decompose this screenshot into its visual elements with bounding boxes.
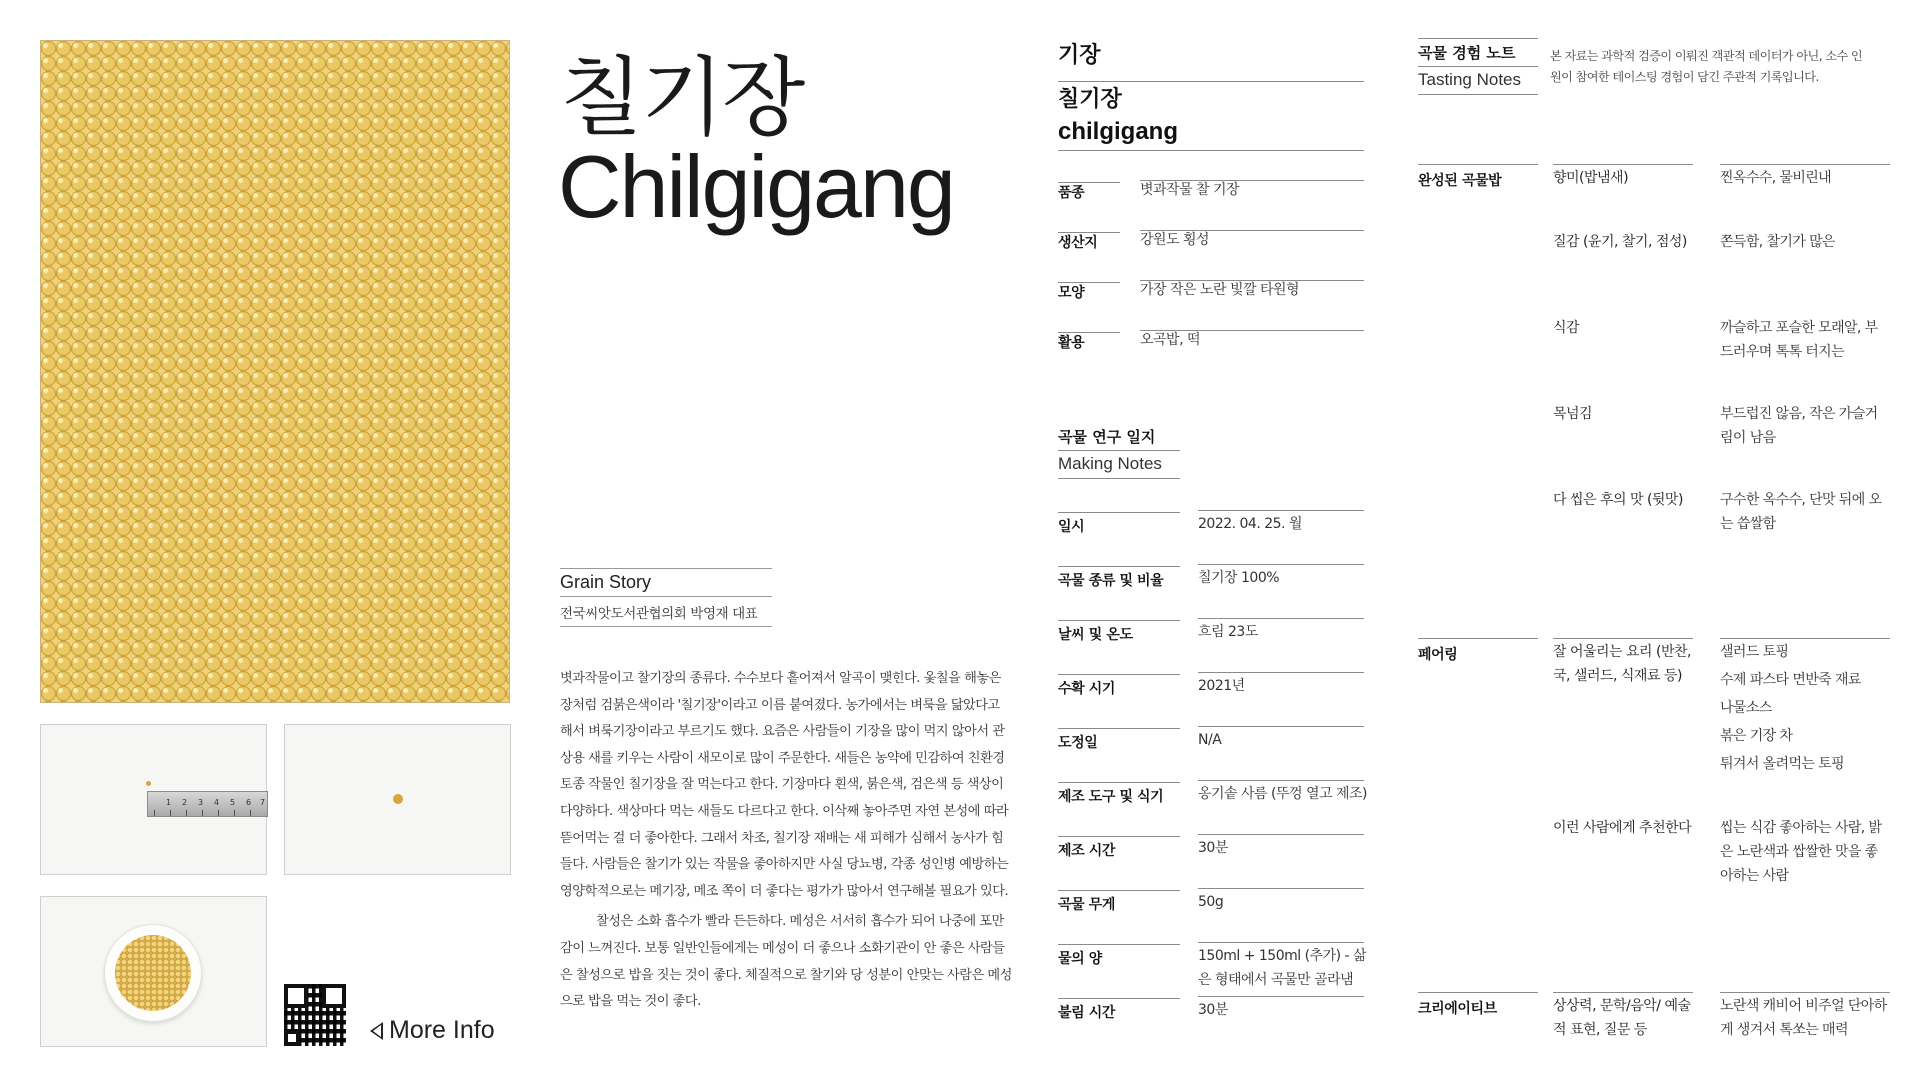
tasting-section-label: 페어링 — [1418, 647, 1458, 663]
divider — [1198, 618, 1364, 619]
making-notes-label: 곡물 종류 및 비율 — [1058, 573, 1164, 589]
making-notes-label: 불림 시간 — [1058, 1005, 1115, 1021]
divider — [1198, 942, 1364, 943]
divider — [1198, 672, 1364, 673]
making-notes-label: 수확 시기 — [1058, 681, 1115, 697]
tasting-item-values — [1720, 640, 1890, 780]
making-notes-value: N/A — [1198, 732, 1222, 748]
tasting-item-value: 씹는 식감 좋아하는 사람, 밝은 노란색과 쌉쌀한 맛을 좋아하는 사람 — [1720, 820, 1882, 884]
making-notes-label: 곡물 무게 — [1058, 897, 1115, 913]
divider — [1058, 512, 1180, 513]
making-notes-value: 30분 — [1198, 840, 1228, 856]
bowl — [104, 924, 202, 1022]
making-notes-label: 제조 도구 및 식기 — [1058, 789, 1164, 805]
ruler-number: 6 — [246, 798, 252, 807]
tasting-title-english: Tasting Notes — [1418, 70, 1521, 89]
ruler-number: 2 — [182, 798, 188, 807]
ruler-number: 5 — [230, 798, 236, 807]
divider — [1058, 620, 1180, 621]
more-info-label: More Info — [389, 1016, 495, 1044]
divider — [1418, 66, 1538, 67]
divider — [1058, 728, 1180, 729]
tasting-section-label: 완성된 곡물밥 — [1418, 173, 1502, 189]
spec-value: 오곡밥, 떡 — [1140, 332, 1200, 348]
tasting-item-label: 식감 — [1553, 320, 1580, 336]
divider — [1058, 450, 1180, 451]
tasting-item-label: 다 씹은 후의 맛 (뒷맛) — [1553, 492, 1683, 508]
tasting-item-value: 까슬하고 포슬한 모래알, 부드러우며 톡톡 터지는 — [1720, 320, 1878, 360]
ruler-number: 3 — [198, 798, 204, 807]
tasting-item-value: 쫀득함, 찰기가 많은 — [1720, 234, 1835, 250]
tasting-item-value: 볶은 기장 차 — [1720, 728, 1793, 744]
divider — [1058, 674, 1180, 675]
divider — [1418, 992, 1538, 993]
divider — [1058, 890, 1180, 891]
divider — [1418, 164, 1538, 165]
grain-bowl-photo — [40, 896, 267, 1047]
making-notes-label: 도정일 — [1058, 735, 1098, 751]
divider — [560, 626, 772, 627]
making-notes-value: 50g — [1198, 894, 1224, 910]
tasting-item-value: 부드럽진 않음, 작은 가슬거림이 남음 — [1720, 406, 1878, 446]
story-paragraph: 볏과작물이고 찰기장의 종류다. 수수보다 흩어져서 알곡이 맺힌다. 옻칠을 해놓은 장처럼 검붉은색이라 '칠기장'이라고 이름 붙여졌다. 농가에서는 벼룩을 닮았다고 해서 벼룩기장이라고 부르기도 했다. 요즘은 사람들이 기장을 많이 먹지 않아서 관상용 새를 키우는 사람이 새모이로 많이 주문한다. 새들은 농약에 민감하여 친환경 토종 작물인 칠기장을 잘 먹는다고 한다. 기장마다 흰색, 붉은색, 검은색 등 색상이 다양하다. 색상마다 먹는 새들도 다르다고 한다. 이삭째 놓아주면 자연 본성에 따라 뜯어먹는 걸 더 좋아한다. 그래서 차조, 칠기장 재배는 새 피해가 심해서 농사가 힘들다. 사람들은 찰기가 있는 작물을 좋아하지만 사실 당뇨병, 각종 성인병 예방하는 영양학적으로는 메기장, 메조 쪽이 더 좋다는 평가가 많아서 연구해볼 필요가 있다. — [560, 671, 1009, 899]
triangle-left-icon — [370, 1022, 383, 1040]
making-notes-value: 옹기솥 사름 (뚜껑 열고 제조) — [1198, 786, 1367, 802]
divider — [1058, 944, 1180, 945]
grain-name-korean: 칠기장 — [1058, 87, 1122, 112]
making-notes-label: 제조 시간 — [1058, 843, 1115, 859]
ruler-number: 4 — [214, 798, 220, 807]
story-title: Grain Story — [560, 572, 652, 592]
tasting-title-korean: 곡물 경험 노트 — [1418, 44, 1516, 62]
tasting-item-value: 노란색 캐비어 비주얼 단아하게 생겨서 톡쏘는 매력 — [1720, 998, 1887, 1038]
divider — [1198, 888, 1364, 889]
grain-closeup-photo — [40, 40, 510, 703]
divider — [1418, 38, 1538, 39]
divider — [1198, 564, 1364, 565]
making-notes-value: 흐림 23도 — [1198, 624, 1258, 640]
tasting-disclaimer: 본 자료는 과학적 검증이 이뤄진 객관적 데이터가 아닌, 소수 인원이 참여한 테이스팅 경험이 담긴 주관적 기록입니다. — [1550, 49, 1863, 84]
spec-value: 볏과작물 찰 기장 — [1140, 182, 1240, 198]
making-notes-value: 2022. 04. 25. 월 — [1198, 516, 1302, 532]
ruler-number: 1 — [166, 798, 172, 807]
divider — [1058, 566, 1180, 567]
divider — [560, 596, 772, 597]
ruler-number: 7 — [260, 798, 266, 807]
single-grain-photo — [284, 724, 511, 875]
divider — [1720, 164, 1890, 165]
divider — [1553, 164, 1693, 165]
single-grain — [393, 794, 403, 804]
making-notes-label: 일시 — [1058, 519, 1085, 535]
divider — [1198, 996, 1364, 997]
more-info-link[interactable] — [370, 1016, 495, 1045]
divider — [1058, 150, 1364, 151]
making-notes-value: 칠기장 100% — [1198, 570, 1280, 586]
tasting-item-value: 나물소스 — [1720, 700, 1772, 716]
grain-size-ruler-photo — [40, 724, 267, 875]
tasting-item-value: 튀겨서 올려먹는 토핑 — [1720, 756, 1845, 772]
making-notes-title-english: Making Notes — [1058, 454, 1162, 473]
tasting-item-label: 향미(밥냄새) — [1553, 170, 1629, 186]
making-notes-value: 2021년 — [1198, 678, 1245, 694]
divider — [1058, 836, 1180, 837]
divider — [1720, 992, 1890, 993]
making-notes-label: 날씨 및 온도 — [1058, 627, 1133, 643]
story-author: 전국씨앗도서관협의회 박영재 대표 — [560, 606, 758, 622]
qr-code[interactable] — [284, 984, 346, 1046]
spec-label: 생산지 — [1058, 235, 1098, 251]
making-notes-value: 150ml + 150ml (추가) - 삶은 형태에서 곡물만 골라냄 — [1198, 948, 1367, 988]
divider — [1198, 510, 1364, 511]
tasting-section-label: 크리에이티브 — [1418, 1001, 1497, 1017]
making-notes-value: 30분 — [1198, 1002, 1228, 1018]
divider — [1198, 726, 1364, 727]
divider — [1058, 998, 1180, 999]
tasting-item-value: 찐옥수수, 물비린내 — [1720, 170, 1832, 186]
divider — [1553, 638, 1693, 639]
divider — [1058, 478, 1180, 479]
tasting-item-label: 이런 사람에게 추천한다 — [1553, 820, 1692, 836]
grain-category: 기장 — [1058, 43, 1101, 68]
tasting-item-label: 질감 (윤기, 찰기, 점성) — [1553, 234, 1687, 250]
grain-name-english: chilgigang — [1058, 118, 1178, 145]
tasting-item-value: 구수한 옥수수, 단맛 뒤에 오는 씁쌀함 — [1720, 492, 1882, 532]
story-body — [560, 666, 1015, 1016]
tasting-item-value: 샐러드 토핑 — [1720, 644, 1789, 660]
spec-label: 모양 — [1058, 285, 1085, 301]
divider — [560, 568, 772, 569]
single-grain — [146, 781, 151, 786]
divider — [1058, 782, 1180, 783]
title-english: Chilgigang — [558, 137, 954, 236]
tasting-item-label: 잘 어울리는 요리 (반찬, 국, 샐러드, 식재료 등) — [1553, 644, 1691, 684]
story-paragraph: 찰성은 소화 흡수가 빨라 든든하다. 메성은 서서히 흡수가 되어 나중에 포만감이 느껴진다. 보통 일반인들에게는 메성이 더 좋으나 소화기관이 안 좋은 사람들은 찰성으로 밥을 짓는 것이 좋다. 체질적으로 찰기와 당 성분이 안맞는 사람은 메성으로 밥을 먹는 것이 좋다. — [560, 914, 1012, 1010]
divider — [1553, 992, 1693, 993]
making-notes-title-korean: 곡물 연구 일지 — [1058, 428, 1156, 446]
title-korean: 칠기장 — [560, 48, 804, 148]
divider — [1418, 638, 1538, 639]
tasting-item-label: 목넘김 — [1553, 406, 1593, 422]
spec-value: 가장 작은 노란 빛깔 타원형 — [1140, 282, 1300, 298]
spec-label: 품종 — [1058, 185, 1085, 201]
divider — [1198, 780, 1364, 781]
tasting-item-value: 수제 파스타 면반죽 재료 — [1720, 672, 1861, 688]
making-notes-label: 물의 양 — [1058, 951, 1102, 967]
spec-label: 활용 — [1058, 335, 1085, 351]
divider — [1720, 638, 1890, 639]
divider — [1198, 834, 1364, 835]
tasting-item-label: 상상력, 문학/음악/ 예술적 표현, 질문 등 — [1553, 998, 1691, 1038]
divider — [1418, 94, 1538, 95]
ruler — [147, 791, 268, 817]
spec-value: 강원도 횡성 — [1140, 232, 1210, 248]
